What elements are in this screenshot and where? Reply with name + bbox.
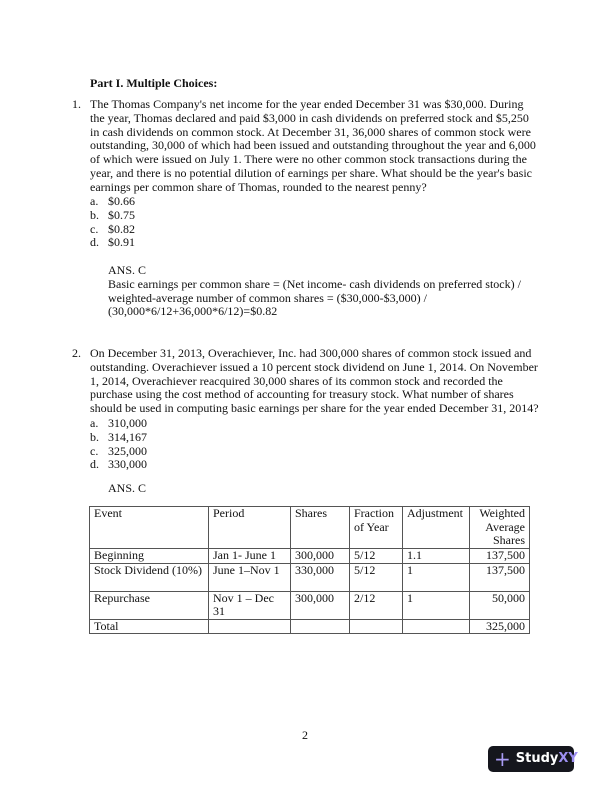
header-cell: Shares — [291, 507, 350, 549]
option-c: c. 325,000 — [90, 443, 147, 458]
page-number: 2 — [302, 728, 308, 742]
explanation-line: weighted-average number of common shares = ($30,000-$3,000) / — [108, 290, 428, 305]
studyxy-badge[interactable] — [488, 746, 578, 772]
brand-accent: XY — [558, 751, 578, 767]
answer-block — [108, 264, 548, 319]
table-header-row — [90, 507, 530, 549]
option-a: a. 310,000 — [90, 416, 147, 430]
answer-label: ANS. C — [108, 263, 147, 277]
option-c: c. $0.82 — [90, 221, 135, 236]
option-b: b. $0.75 — [90, 207, 135, 222]
option-a: a. $0.66 — [90, 194, 135, 208]
option-b: b. 314,167 — [90, 429, 147, 444]
question-number: 2. — [72, 346, 81, 360]
header-cell: Adjustment — [403, 507, 470, 549]
answer-label: ANS. C — [108, 481, 147, 495]
brand-main: Study — [515, 751, 559, 767]
explanation-line: Basic earnings per common share = (Net income- cash dividends on preferred stock) / — [108, 276, 521, 291]
option-d: d. $0.91 — [90, 235, 135, 250]
option-d: d. 330,000 — [90, 457, 147, 472]
section-heading: Part I. Multiple Choices: — [90, 76, 218, 90]
plus-icon: + — [494, 747, 511, 771]
answer-options — [90, 195, 135, 250]
table-row: Stock Dividend (10%) June 1–Nov 1 330,000 5/12 1 137,500 — [90, 563, 530, 591]
question-text: The Thomas Company's net income for the year ended December 31 was $30,000. During the year, Thomas declared and paid $3,000 in cash dividends on preferred stock and $5,250 in cash dividends on common stock. At December 31, 36,000 shares of common stock were outstanding, 30,000 of which had been issued and outstanding throughout the year and 6,000 of which were issued on July 1. There were no other common stock transactions during the year, and there is no potential dilution of earnings per share. What should be the year's basic earnings per common share of Thomas, rounded to the nearest penny? — [90, 97, 536, 194]
question-number: 1. — [72, 97, 81, 111]
question-text: On December 31, 2013, Overachiever, Inc. had 300,000 shares of common stock issued and outstanding. Overachiever issued a 10 percent stock dividend on June 1, 2014. On November 1, 2014, Overachiever reacquired 30,000 shares of its common stock and recorded the purchase using the cost method of accounting for treasury stock. What number of shares should be used in computing basic earnings per share for the year ended December 31, 2014? — [90, 346, 539, 416]
header-cell: Fraction of Year — [350, 507, 403, 549]
table-row: Repurchase Nov 1 – Dec 31 300,000 2/12 1 50,000 — [90, 591, 530, 619]
table-row: Beginning Jan 1- June 1 300,000 5/12 1.1 137,500 — [90, 549, 530, 564]
header-cell: Period — [209, 507, 291, 549]
answer-options — [90, 417, 147, 472]
explanation-line: (30,000*6/12+36,000*6/12)=$0.82 — [108, 304, 278, 319]
header-cell: Weighted Average Shares — [470, 507, 530, 549]
header-cell: Event — [90, 507, 209, 549]
weighted-shares-table — [89, 506, 530, 634]
table-total-row: Total 325,000 — [90, 619, 530, 634]
